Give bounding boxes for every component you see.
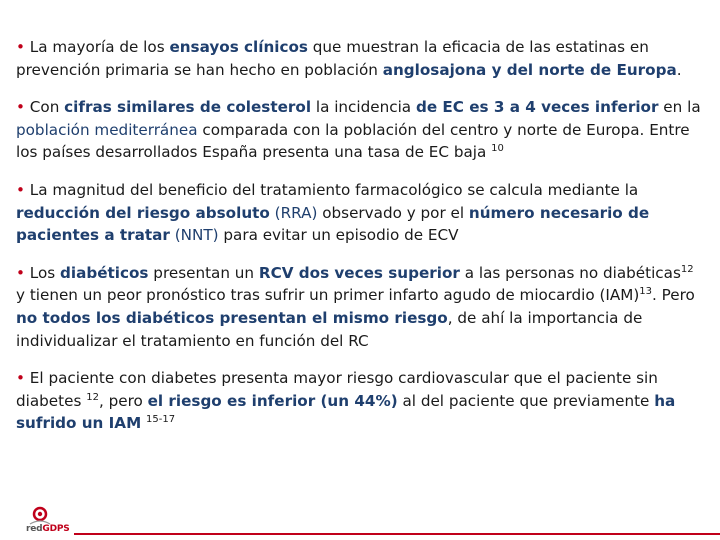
bullet-text-run: observado y por el (317, 203, 469, 222)
bullet-text-run: (NNT) (169, 226, 219, 245)
bullet-text-run: la incidencia (311, 98, 416, 117)
bullet-text-run: a las personas no diabéticas (459, 263, 681, 282)
bullet-text-run: (RRA) (269, 203, 318, 222)
reference-superscript: 12 (86, 391, 99, 403)
logo-wordmark (26, 524, 70, 534)
bullet-text-run: ha sufrido un IAM (16, 391, 676, 433)
bullet-paragraph (16, 96, 706, 164)
bullet-text-run: . (676, 60, 682, 79)
bullet-marker: • (16, 263, 30, 282)
bullet-text-run: RCV dos veces superior (258, 263, 460, 282)
bullet-list (16, 36, 706, 450)
bullet-text-run: , pero (98, 391, 148, 410)
bullet-text-run: . Pero (652, 286, 695, 305)
bullet-text-run: , de ahí la importancia de individualizar el tratamiento en función del RC (16, 308, 643, 350)
bullet-text-run: presentan un (148, 263, 259, 282)
bullet-text-run: La mayoría de los (29, 38, 170, 56)
bullet-text-run: El paciente con diabetes presenta mayor riesgo cardiovascular que el paciente sin diabetes (16, 369, 658, 410)
bullet-text-run: no todos los diabéticos presentan el mismo riesgo (16, 308, 448, 327)
bullet-paragraph (16, 179, 706, 247)
bullet-text-run: y tienen un peor pronóstico tras sufrir un primer infarto agudo de miocardio (IAM) (16, 286, 640, 305)
bullet-paragraph (16, 367, 706, 435)
reference-superscript: 15-17 (146, 414, 176, 426)
bullet-text-run: Con (29, 98, 65, 117)
redgdps-logo-icon (0, 500, 80, 540)
footer-divider (74, 533, 720, 535)
bullet-text-run: para evitar un episodio de ECV (218, 226, 459, 245)
reference-superscript: 13 (639, 286, 652, 298)
bullet-marker: • (16, 38, 30, 56)
reference-superscript: 10 (491, 143, 504, 155)
reference-superscript: 12 (680, 263, 694, 275)
bullet-text-run: diabéticos (60, 263, 149, 282)
logo-prefix: red (26, 524, 43, 534)
bullet-text-run: que muestran la eficacia de las estatinas en prevención primaria se han hecho en población (16, 38, 649, 79)
bullet-text-run: comparada con la población del centro y norte de Europa. Entre los países desarrollados España presenta una tasa de EC baja (16, 120, 690, 162)
bullet-text-run: el riesgo es inferior (un 44%) (147, 391, 398, 410)
bullet-text-run: ensayos clínicos (169, 38, 308, 56)
bullet-text-run: cifras similares de colesterol (64, 98, 312, 117)
bullet-marker: • (16, 180, 30, 199)
bullet-paragraph (16, 36, 706, 81)
bullet-text-run: La magnitud del beneficio del tratamiento farmacológico se calcula mediante la (29, 180, 639, 199)
bullet-text-run: al del paciente que previamente (397, 391, 655, 410)
bullet-paragraph (16, 262, 706, 352)
bullet-text-run: en la (658, 98, 701, 117)
bullet-marker: • (16, 98, 30, 117)
bullet-text-run: reducción del riesgo absoluto (16, 203, 270, 222)
bullet-text-run: de EC es 3 a 4 veces inferior (415, 98, 659, 117)
bullet-text-run: población mediterránea (16, 120, 198, 139)
bullet-text-run: número necesario de pacientes a tratar (16, 203, 650, 245)
bullet-marker: • (16, 369, 30, 388)
logo-suffix: GDPS (42, 524, 70, 534)
bullet-text-run: anglosajona y del norte de Europa (382, 60, 677, 79)
bullet-text-run: Los (29, 263, 61, 282)
